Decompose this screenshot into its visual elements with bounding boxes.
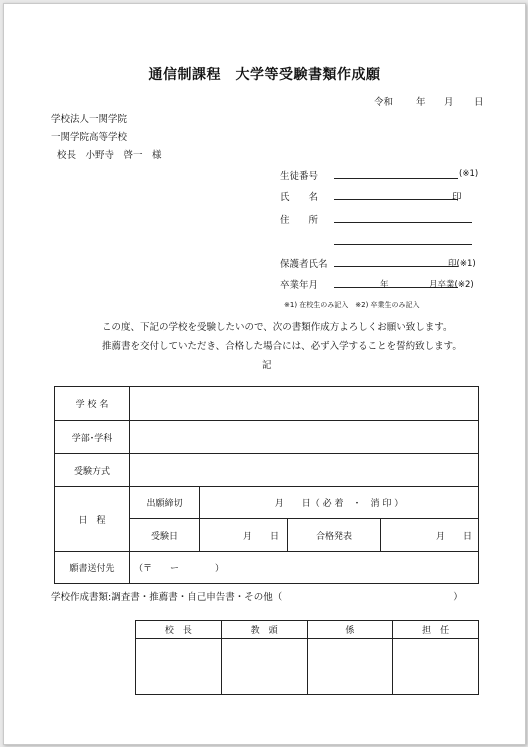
student-no-label: 生徒番号 [280,171,319,182]
grad-year-unit: 年 [380,280,389,290]
documents-line: 学校作成書類:調査書・推薦書・自己申告書・その他（ ） [51,592,463,603]
result-label: 合格発表 [288,519,381,552]
date-year-unit: 年 [416,97,426,108]
school-name-field[interactable] [130,387,479,421]
student-no-note: (※1) [459,169,479,179]
ki-mark: 記 [262,360,272,371]
department-field[interactable] [130,421,479,454]
guardian-field[interactable] [334,266,458,267]
grad-label: 卒業年月 [280,280,319,291]
stamp-header-staff: 係 [307,621,393,639]
address-field-1[interactable] [334,222,472,223]
department-label: 学部･学科 [55,421,130,454]
approval-stamp-table [135,620,479,695]
addressee-line2: 一関学院高等学校 [51,132,128,143]
addressee-line1: 学校法人一関学院 [51,114,128,125]
document-page [3,3,526,745]
student-no-field[interactable] [334,178,458,179]
exam-date-label: 受験日 [130,519,200,552]
name-field[interactable] [334,199,458,200]
stamp-header-vice-principal: 教 頭 [221,621,307,639]
deadline-field[interactable]: 月 日（ 必 着 ・ 消 印 ） [200,487,479,519]
stamp-box-staff[interactable] [307,639,393,695]
application-table [54,386,479,584]
grad-month-note: 月卒業(※2) [429,280,474,290]
school-name-label: 学 校 名 [55,387,130,421]
stamp-box-vice-principal[interactable] [221,639,307,695]
schedule-label: 日 程 [55,487,130,552]
guardian-label: 保護者氏名 [280,259,328,270]
stamp-header-homeroom: 担 任 [393,621,479,639]
stamp-box-homeroom[interactable] [393,639,479,695]
send-to-field[interactable]: （〒 ー ） [130,552,479,584]
guardian-seal-note: 印(※1) [448,259,476,269]
deadline-label: 出願締切 [130,487,200,519]
exam-date-field[interactable]: 月 日 [200,519,288,552]
addressee-line3: 校長 小野寺 啓一 様 [57,150,162,161]
name-label: 氏 名 [280,192,319,203]
result-field[interactable]: 月 日 [381,519,479,552]
request-text-2: 推薦書を交付していただき、合格した場合には、必ず入学することを誓約致します。 [102,341,462,352]
exam-method-label: 受験方式 [55,454,130,487]
date-day-unit: 日 [474,97,484,108]
date-era: 令和 [374,97,394,108]
footnote: ※1) 在校生のみ記入 ※2) 卒業生のみ記入 [284,301,420,309]
address-field-2[interactable] [334,244,472,245]
stamp-box-principal[interactable] [136,639,222,695]
send-to-label: 願書送付先 [55,552,130,584]
document-title: 通信制課程 大学等受験書類作成願 [148,67,381,83]
name-seal: 印 [452,192,462,203]
address-label: 住 所 [280,215,319,226]
stamp-header-principal: 校 長 [136,621,222,639]
date-month-unit: 月 [444,97,454,108]
exam-method-field[interactable] [130,454,479,487]
request-text-1: この度、下記の学校を受験したいので、次の書類作成方よろしくお願い致します。 [102,322,453,333]
